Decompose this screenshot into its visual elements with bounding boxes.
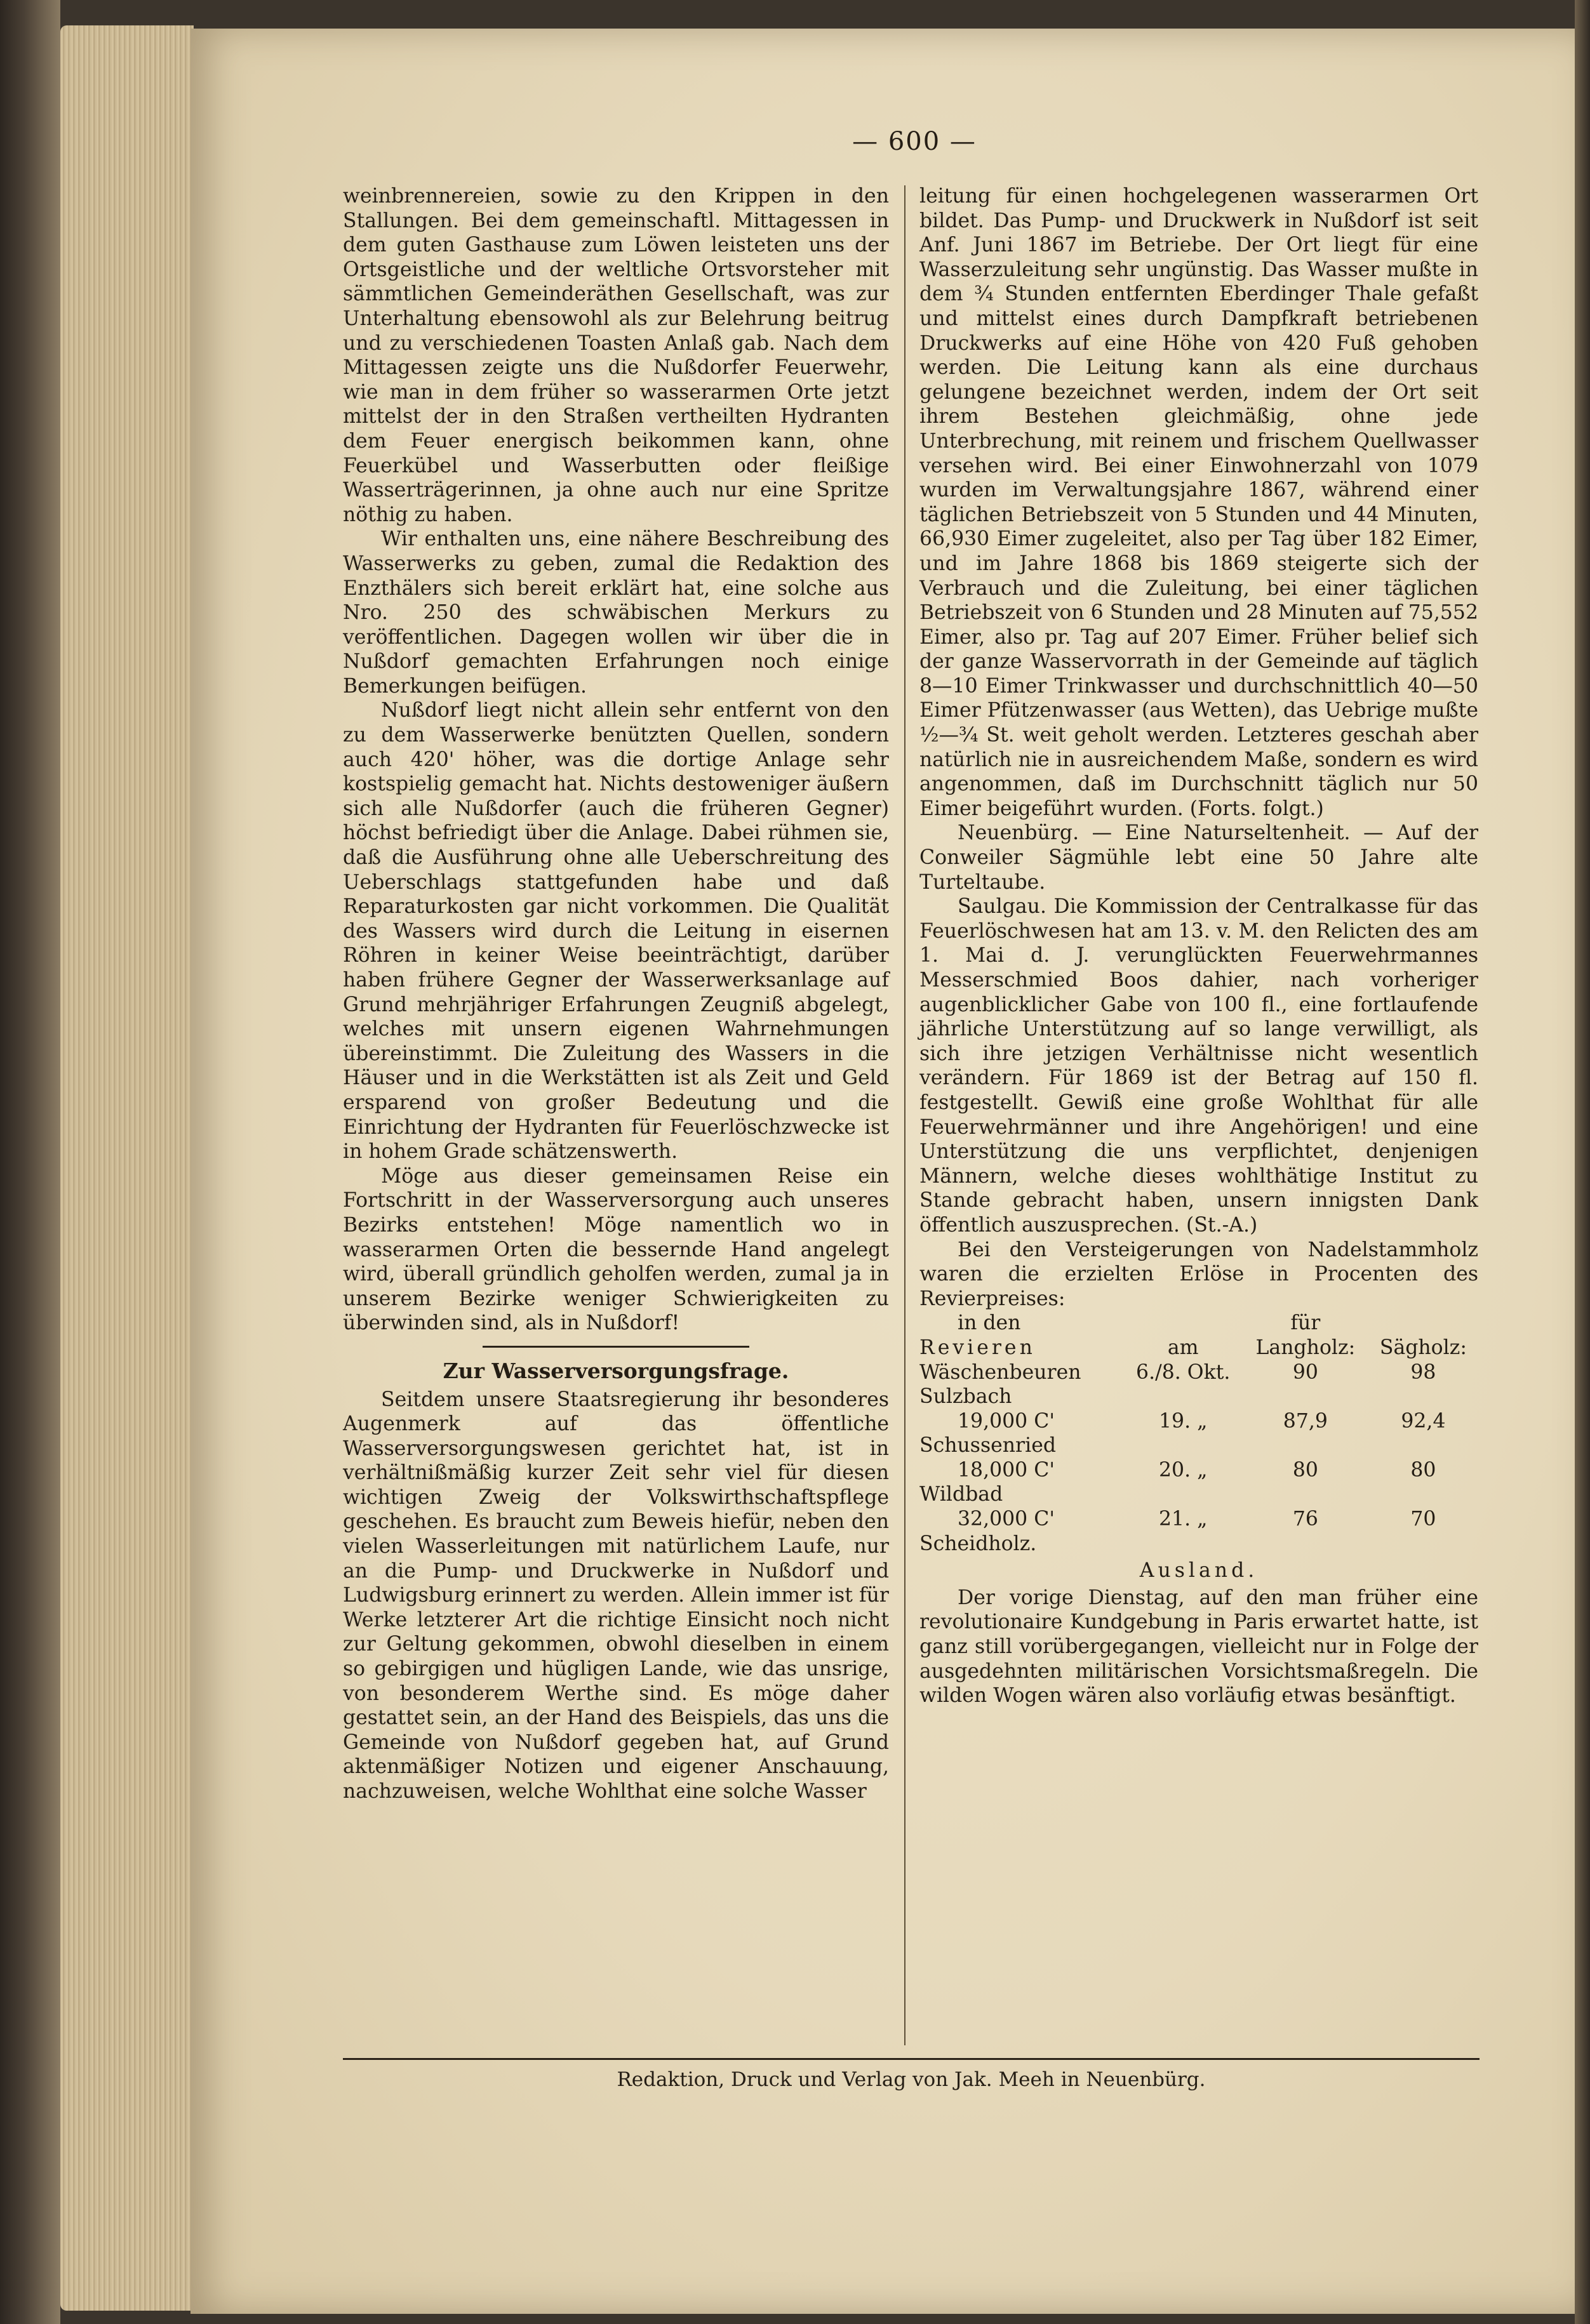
paragraph: Seitdem unsere Staatsregierung ihr besonderes Augenmerk auf das öffentliche Wasserversorgungswesen gerichtet hat, ist in verhältnißmäßig kurzer Zeit sehr viel für diesen wichtigen Zweig der Volkswirthschaftspflege geschehen. Es braucht zum Beweis hiefür, neben den vielen Wasserleitungen mit natürlichem Laufe, nur an die Pump- und Druckwerke in Nußdorf und Ludwigsburg erinnert zu werden. Allein immer ist für Werke letzterer Art die richtige Einsicht noch nicht zur Geltung gekommen, obwohl dieselben in einem so gebirgigen und hügligen Lande, wie das unsrige, von besonderem Werthe sind. Es möge daher gestattet sein, an der Hand des Beispiels, das uns die Gemeinde von Nußdorf gegeben hat, auf Grund aktenmäßiger Notizen und eigener Anschauung, nachzuweisen, welche Wohlthat eine solche Wasser [343,1388,889,1803]
page-stack-edge [60,25,194,2311]
table-cell-saegholz: 92,4 [1401,1409,1446,1433]
table-cell-saegholz: 80 [1410,1458,1436,1482]
table-cell-langholz: 87,9 [1283,1409,1328,1433]
table-row [919,1360,1478,1385]
table-row [919,1532,1478,1557]
table-header-cell [1368,1311,1478,1336]
paragraph: Bei den Versteigerungen von Nadelstammholz waren die erzielten Erlöse in Procenten des Revierpreises: [919,1238,1478,1310]
table-header-cell: Revieren [919,1336,1036,1359]
table-cell-date: 21. „ [1159,1508,1208,1531]
paragraph: Möge aus dieser gemeinsamen Reise ein Fortschritt in der Wasserversorgung auch unseres Bezirks entstehen! Möge namentlich wo in wasserarmen Orten die bessernde Hand angelegt wird, überall gründlich geholfen werden, zumal ja in unserem Bezirke weniger Schwierigkeiten zu überwinden sind, als in Nußdorf! [343,1164,889,1335]
table-header-cell: Sägholz: [1379,1336,1467,1359]
table-header-cell [1124,1311,1243,1336]
table-row [919,1482,1478,1507]
paragraph: leitung für einen hochgelegenen wasserarmen Ort bildet. Das Pump- und Druckwerk in Nußdorf ist seit Anf. Juni 1867 im Betriebe. Der Ort liegt für eine Wasserzuleitung sehr ungünstig. Das Wasser mußte in dem ¾ Stunden entfernten Eberdinger Thale gefaßt und mittelst eines durch Dampfkraft betriebenen Druckwerks auf eine Höhe von 420 Fuß gehoben werden. Die Leitung kann als eine durchaus gelungene bezeichnet werden, indem der Ort seit ihrem Bestehen gleichmäßig, ohne jede Unterbrechung, mit reinem und frischem Quellwasser versehen wird. Bei einer Einwohnerzahl von 1079 wurden im Verwaltungsjahre 1867, während einer täglichen Betriebszeit von 5 Stunden und 44 Minuten, 66,930 Eimer zugeleitet, also per Tag über 182 Eimer, und im Jahre 1868 bis 1869 steigerte sich der Verbrauch und die Zuleitung, bei einer täglichen Betriebszeit von 6 Stunden und 28 Minuten auf 75,552 Eimer, also pr. Tag auf 207 Eimer. Früher belief sich der ganze Wasservorrath in der Gemeinde auf täglich 8—10 Eimer Trinkwasser und durchschnittlich 40—50 Eimer Pfützenwasser (aus Wetten), das Uebrige mußte ½—¾ St. weit geholt werden. Letzteres geschah aber natürlich nie in ausreichendem Maße, sondern es wird angenommen, daß im Durchschnitt täglich nur 50 Eimer beigeführt wurden. (Forts. folgt.) [919,185,1478,820]
section-heading: Zur Wasserversorgungsfrage. [443,1358,789,1383]
price-table [919,1311,1478,1556]
footer-rule [343,2058,1480,2060]
table-header-cell: in den [958,1311,1021,1335]
table-row [919,1384,1478,1409]
table-cell-langholz: 76 [1292,1508,1318,1531]
left-column [343,184,889,1804]
paragraph: weinbrennereien, sowie zu den Krippen in den Stallungen. Bei dem gemeinschaftl. Mittagessen in dem guten Gasthause zum Löwen leisteten uns der Ortsgeistliche und der weltliche Ortsvorsteher mit sämmtlichen Gemeinderäthen Gesellschaft, was zur Unterhaltung ebensowohl als zur Belehrung beitrug und zu verschiedenen Toasten Anlaß gab. Nach dem Mittagessen zeigte uns die Nußdorfer Feuerwehr, wie man in dem früher so wasserarmen Orte jetzt mittelst der in den Straßen vertheilten Hydranten dem Feuer energisch beikommen kann, ohne Feuerkübel und Wasserbutten oder fleißige Wasserträgerinnen, ja ohne auch nur eine Spritze nöthig zu haben. [343,185,889,526]
table-cell-langholz: 90 [1292,1360,1318,1384]
column-divider [904,185,905,2045]
table-cell-revier: Wildbad [919,1483,1003,1506]
page-number: — 600 — [852,127,977,156]
table-cell-revier: Schussenried [919,1434,1056,1457]
table-cell-date: 19. „ [1159,1409,1208,1433]
paragraph: Nußdorf liegt nicht allein sehr entfernt von den zu dem Wasserwerke benützten Quellen, sondern auch 420' höher, was die dortige Anlage sehr kostspielig gemacht hat. Nichts destoweniger äußern sich alle Nußdorfer (auch die früheren Gegner) höchst befriedigt über die Anlage. Dabei rühmen sie, daß die Ausführung ohne alle Ueberschreitung des Ueberschlags stattgefunden habe und daß Reparaturkosten gar nicht vorkommen. Die Qualität des Wassers wird durch die Leitung in eisernen Röhren in keiner Weise beeinträchtigt, darüber haben frühere Gegner der Wasserwerksanlage auf Grund mehrjähriger Erfahrungen Zeugniß abgelegt, welches mit unsern eigenen Wahrnehmungen übereinstimmt. Die Zuleitung des Wassers in die Häuser und in die Werkstätten ist als Zeit und Geld ersparend von großer Bedeutung und die Einrichtung der Hydranten für Feuerlöschzwecke ist in hohem Grade schätzenswerth. [343,699,889,1164]
table-row [919,1409,1478,1434]
table-cell-langholz: 80 [1292,1458,1318,1482]
table-header-cell: für [1290,1311,1321,1335]
table-header [919,1336,1478,1360]
table-cell-revier: Scheidholz. [919,1532,1037,1555]
paragraph: Neuenbürg. — Eine Naturseltenheit. — Auf der Conweiler Sägmühle lebt eine 50 Jahre alte Turteltaube. [919,821,1478,894]
table-cell-revier: Sulzbach [919,1385,1012,1409]
table-row [919,1433,1478,1458]
right-column [919,184,1478,1708]
table-cell-saegholz: 70 [1410,1508,1436,1531]
table-header-cell: Langholz: [1255,1336,1356,1359]
section-divider [483,1346,749,1348]
table-cell-amount: 18,000 C' [958,1458,1055,1482]
paragraph: Wir enthalten uns, eine nähere Beschreibung des Wasserwerks zu geben, zumal die Redaktion des Enzthälers sich bereit erklärt hat, eine solche aus Nro. 250 des schwäbischen Merkurs zu veröffentlichen. Dagegen wollen wir über die in Nußdorf gemachten Erfahrungen noch einige Bemerkungen beifügen. [343,528,889,698]
table-cell-saegholz: 98 [1410,1360,1436,1384]
table-row [919,1507,1478,1532]
table-header-cell: am [1167,1336,1199,1359]
table-cell-date: 6./8. Okt. [1136,1360,1231,1384]
facing-page-edge [1575,0,1590,2324]
paragraph: Der vorige Dienstag, auf den man früher eine revolutionaire Kundgebung in Paris erwartet hatte, ist ganz still vorübergegangen, vielleicht nur in Folge der ausgedehnten militärischen Vorsichtsmaßregeln. Die wilden Wogen wären also vorläufig etwas besänftigt. [919,1586,1478,1708]
table-row [919,1458,1478,1483]
table-cell-revier: Wäschenbeuren [919,1360,1081,1384]
paragraph: Saulgau. Die Kommission der Centralkasse für das Feuerlöschwesen hat am 13. v. M. den Relicten des am 1. Mai d. J. verunglückten Feuerwehrmannes Messerschmied Boos dahier, nach vorheriger augenblicklicher Gabe von 100 fl., eine fortlaufende jährliche Unterstützung auf so lange verwilligt, als sich ihre jetzigen Verhältnisse nicht wesentlich verändern. Für 1869 ist der Betrag auf 150 fl. festgestellt. Gewiß eine große Wohlthat für alle Feuerwehrmänner und ihre Angehörigen! und eine Unterstützung die uns verpflichtet, denjenigen Männern, welche dieses wohlthätige Institut zu Stande gebracht haben, unsern innigsten Dank öffentlich auszusprechen. (St.-A.) [919,895,1478,1237]
table-cell-date: 20. „ [1159,1458,1208,1482]
imprint-line: Redaktion, Druck und Verlag von Jak. Meeh in Neuenbürg. [617,2068,1206,2091]
section-heading-ausland: Ausland. [1139,1559,1259,1583]
table-header-top [919,1311,1478,1336]
table-cell-amount: 19,000 C' [958,1409,1055,1433]
book-binding [0,0,60,2324]
table-cell-amount: 32,000 C' [958,1508,1055,1531]
